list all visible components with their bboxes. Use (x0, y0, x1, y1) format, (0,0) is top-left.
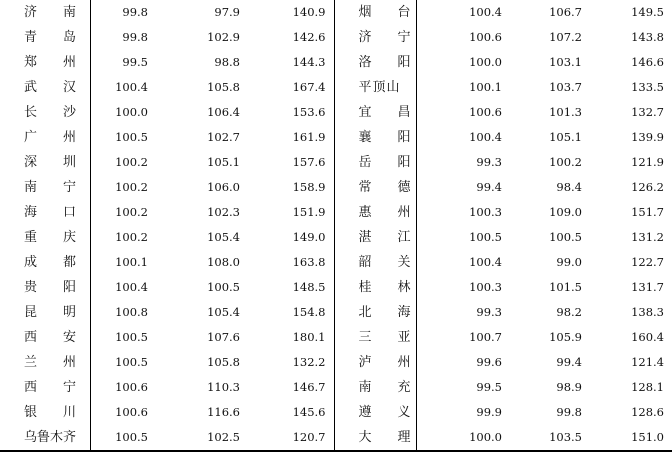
value-cell: 105.1 (207, 155, 240, 169)
value-cell: 132.7 (631, 105, 664, 119)
value-cell: 133.5 (631, 80, 664, 94)
value-cell: 126.2 (631, 180, 664, 194)
table-row (0, 125, 672, 150)
value-cell: 146.6 (631, 55, 664, 69)
value-cell: 100.3 (469, 205, 502, 219)
value-cell: 128.6 (631, 405, 664, 419)
value-cell: 99.8 (556, 405, 582, 419)
value-cell: 99.5 (476, 380, 502, 394)
value-cell: 100.4 (469, 255, 502, 269)
table-row (0, 325, 672, 350)
city-name-left: 乌鲁木齐 (0, 425, 90, 451)
city-name-left: 兰 州 (0, 350, 90, 375)
value-cell: 138.3 (631, 305, 664, 319)
value-cell: 101.3 (549, 105, 582, 119)
value-cell: 145.6 (248, 400, 334, 425)
value-cell: 148.5 (248, 275, 334, 300)
value-cell: 100.2 (115, 230, 148, 244)
value-cell: 110.3 (207, 380, 240, 394)
value-cell: 105.1 (549, 130, 582, 144)
value-cell: 100.2 (549, 155, 582, 169)
value-cell: 128.1 (631, 380, 664, 394)
value-cell: 99.4 (556, 355, 582, 369)
city-name-left: 贵 阳 (0, 275, 90, 300)
city-name-right: 桂 林 (334, 275, 416, 300)
value-cell: 153.6 (248, 100, 334, 125)
city-name-left: 昆 明 (0, 300, 90, 325)
value-cell: 100.5 (469, 230, 502, 244)
value-cell: 149.5 (631, 5, 664, 19)
city-name-left: 成 都 (0, 250, 90, 275)
table-row (0, 375, 672, 400)
value-cell: 100.6 (115, 380, 148, 394)
value-cell: 99.4 (476, 180, 502, 194)
value-cell: 131.2 (631, 230, 664, 244)
value-cell: 100.6 (469, 105, 502, 119)
value-cell: 122.7 (631, 255, 664, 269)
value-cell: 100.5 (549, 230, 582, 244)
value-cell: 100.0 (469, 55, 502, 69)
value-cell: 100.2 (115, 155, 148, 169)
value-cell: 100.8 (115, 305, 148, 319)
value-cell: 100.7 (469, 330, 502, 344)
value-cell: 100.0 (416, 425, 510, 451)
value-cell: 98.9 (556, 380, 582, 394)
value-cell: 106.0 (207, 180, 240, 194)
city-name-right: 泸 州 (334, 350, 416, 375)
value-cell: 100.6 (115, 405, 148, 419)
value-cell: 100.5 (90, 425, 156, 451)
value-cell: 98.2 (556, 305, 582, 319)
table-row (0, 400, 672, 425)
city-name-right: 三 亚 (334, 325, 416, 350)
value-cell: 157.6 (248, 150, 334, 175)
value-cell: 102.3 (207, 205, 240, 219)
city-name-right: 岳 阳 (334, 150, 416, 175)
value-cell: 100.2 (115, 180, 148, 194)
value-cell: 144.3 (248, 50, 334, 75)
value-cell: 100.5 (207, 280, 240, 294)
value-cell: 139.9 (631, 130, 664, 144)
value-cell: 149.0 (248, 225, 334, 250)
value-cell: 107.6 (207, 330, 240, 344)
value-cell: 100.5 (115, 355, 148, 369)
value-cell: 143.8 (631, 30, 664, 44)
table-row (0, 25, 672, 50)
value-cell: 99.3 (476, 155, 502, 169)
table-row (0, 250, 672, 275)
value-cell: 101.5 (549, 280, 582, 294)
value-cell: 100.2 (115, 205, 148, 219)
city-name-right: 南 充 (334, 375, 416, 400)
value-cell: 102.7 (207, 130, 240, 144)
city-name-left: 济 南 (0, 0, 90, 25)
value-cell: 167.4 (248, 75, 334, 100)
value-cell: 105.8 (207, 355, 240, 369)
value-cell: 121.4 (631, 355, 664, 369)
value-cell: 109.0 (549, 205, 582, 219)
table-row (0, 425, 672, 451)
value-cell: 163.8 (248, 250, 334, 275)
value-cell: 158.9 (248, 175, 334, 200)
value-cell: 105.4 (207, 305, 240, 319)
table-row (0, 300, 672, 325)
value-cell: 99.5 (122, 55, 148, 69)
value-cell: 103.1 (549, 55, 582, 69)
value-cell: 100.1 (115, 255, 148, 269)
city-name-right: 济 宁 (334, 25, 416, 50)
value-cell: 103.7 (549, 80, 582, 94)
value-cell: 103.5 (510, 425, 590, 451)
value-cell: 106.4 (207, 105, 240, 119)
value-cell: 99.8 (122, 5, 148, 19)
table-row (0, 200, 672, 225)
value-cell: 180.1 (248, 325, 334, 350)
city-name-right: 襄 阳 (334, 125, 416, 150)
table-row (0, 150, 672, 175)
table-row (0, 275, 672, 300)
city-name-left: 广 州 (0, 125, 90, 150)
value-cell: 99.0 (556, 255, 582, 269)
city-name-right: 常 德 (334, 175, 416, 200)
value-cell: 131.7 (631, 280, 664, 294)
city-name-left: 郑 州 (0, 50, 90, 75)
table-row (0, 225, 672, 250)
value-cell: 132.2 (248, 350, 334, 375)
value-cell: 99.6 (476, 355, 502, 369)
value-cell: 106.7 (549, 5, 582, 19)
city-name-left: 西 安 (0, 325, 90, 350)
city-name-left: 长 沙 (0, 100, 90, 125)
value-cell: 100.4 (469, 130, 502, 144)
value-cell: 154.8 (248, 300, 334, 325)
city-name-right: 烟 台 (334, 0, 416, 25)
value-cell: 102.5 (156, 425, 248, 451)
city-name-right: 北 海 (334, 300, 416, 325)
value-cell: 108.0 (207, 255, 240, 269)
value-cell: 100.3 (469, 280, 502, 294)
value-cell: 121.9 (631, 155, 664, 169)
table-row (0, 50, 672, 75)
city-name-right: 遵 义 (334, 400, 416, 425)
value-cell: 98.4 (556, 180, 582, 194)
city-name-right: 洛 阳 (334, 50, 416, 75)
value-cell: 100.5 (115, 130, 148, 144)
city-name-left: 银 川 (0, 400, 90, 425)
table-row (0, 100, 672, 125)
value-cell: 100.1 (469, 80, 502, 94)
city-name-left: 青 岛 (0, 25, 90, 50)
value-cell: 161.9 (248, 125, 334, 150)
value-cell: 100.0 (115, 105, 148, 119)
city-name-right: 惠 州 (334, 200, 416, 225)
value-cell: 142.6 (248, 25, 334, 50)
value-cell: 100.4 (469, 5, 502, 19)
table-row (0, 175, 672, 200)
value-cell: 151.9 (248, 200, 334, 225)
value-cell: 151.7 (631, 205, 664, 219)
value-cell: 105.4 (207, 230, 240, 244)
value-cell: 99.9 (476, 405, 502, 419)
value-cell: 99.3 (476, 305, 502, 319)
city-name-right: 韶 关 (334, 250, 416, 275)
city-name-right: 大 理 (334, 425, 416, 451)
value-cell: 99.8 (122, 30, 148, 44)
city-name-right: 平顶山 (334, 75, 416, 100)
value-cell: 120.7 (248, 425, 334, 451)
value-cell: 140.9 (248, 0, 334, 25)
value-cell: 100.6 (469, 30, 502, 44)
value-cell: 100.4 (115, 80, 148, 94)
value-cell: 102.9 (207, 30, 240, 44)
city-name-left: 深 圳 (0, 150, 90, 175)
value-cell: 146.7 (248, 375, 334, 400)
city-name-left: 海 口 (0, 200, 90, 225)
city-name-left: 重 庆 (0, 225, 90, 250)
value-cell: 151.0 (590, 425, 672, 451)
value-cell: 100.5 (115, 330, 148, 344)
value-cell: 98.8 (214, 55, 240, 69)
city-name-right: 湛 江 (334, 225, 416, 250)
city-name-left: 西 宁 (0, 375, 90, 400)
value-cell: 116.6 (207, 405, 240, 419)
value-cell: 97.9 (214, 5, 240, 19)
table-row (0, 75, 672, 100)
table-row (0, 0, 672, 25)
value-cell: 105.9 (549, 330, 582, 344)
table-row (0, 350, 672, 375)
value-cell: 160.4 (631, 330, 664, 344)
city-name-left: 武 汉 (0, 75, 90, 100)
city-name-left: 南 宁 (0, 175, 90, 200)
value-cell: 107.2 (549, 30, 582, 44)
value-cell: 105.8 (207, 80, 240, 94)
value-cell: 100.4 (115, 280, 148, 294)
city-name-right: 宜 昌 (334, 100, 416, 125)
